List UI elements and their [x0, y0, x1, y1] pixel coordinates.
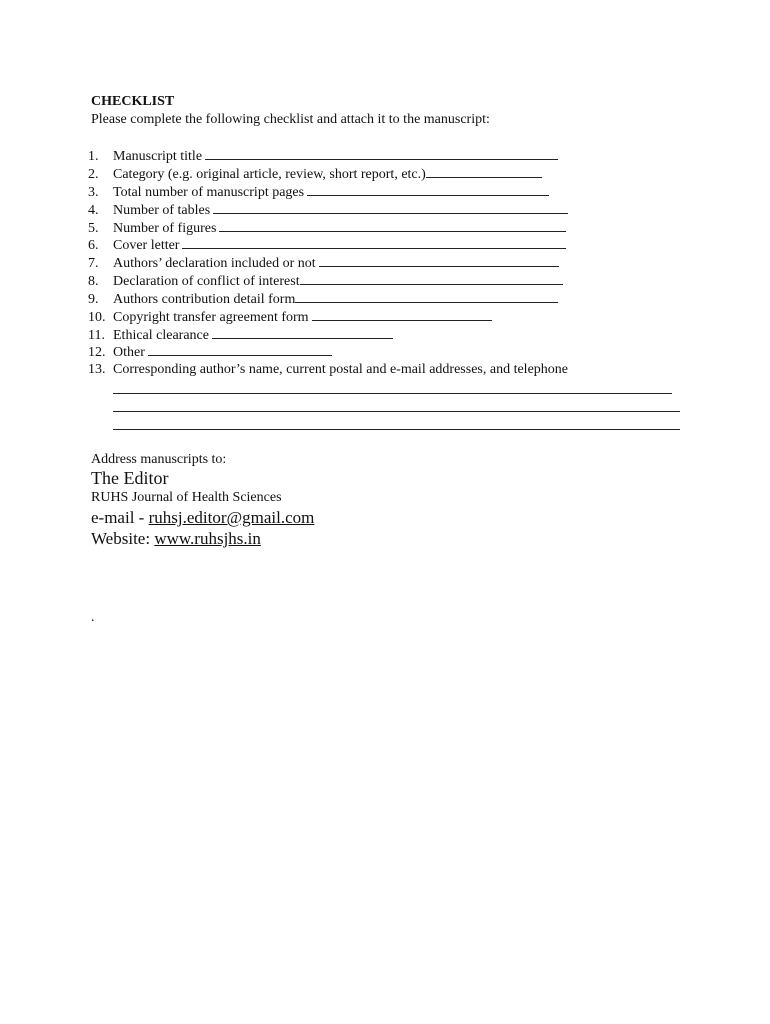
- item-label: Other: [113, 345, 145, 360]
- journal-name: RUHS Journal of Health Sciences: [91, 490, 282, 505]
- checklist-item-ethical-clearance: [88, 326, 393, 344]
- item-number: 9.: [88, 292, 99, 307]
- item-label: Number of figures: [113, 221, 217, 236]
- checklist-item-other: [88, 343, 332, 361]
- item-label: Total number of manuscript pages: [113, 185, 305, 200]
- item-label: Declaration of conflict of interest: [113, 274, 300, 289]
- item-number: 12.: [88, 345, 106, 360]
- checklist-item-conflict-of-interest: [88, 272, 563, 290]
- other-blank[interactable]: [148, 343, 332, 356]
- checklist-item-corresponding-author: [88, 362, 568, 378]
- corresponding-author-blank-3[interactable]: [113, 429, 680, 430]
- item-label: Ethical clearance: [113, 328, 209, 343]
- email-line: [91, 508, 314, 528]
- item-number: 13.: [88, 362, 106, 377]
- item-number: 11.: [88, 328, 105, 343]
- item-number: 2.: [88, 167, 99, 182]
- checklist-item-authors-declaration: [88, 254, 559, 272]
- checklist-item-contribution-form: [88, 290, 558, 308]
- authors-declaration-blank[interactable]: [319, 254, 559, 267]
- manuscript-title-blank[interactable]: [205, 147, 558, 160]
- item-number: 1.: [88, 149, 99, 164]
- checklist-item-copyright-form: [88, 308, 492, 326]
- item-label: Cover letter: [113, 238, 180, 253]
- item-label: Number of tables: [113, 203, 211, 218]
- ethical-clearance-blank[interactable]: [212, 326, 393, 339]
- item-label: Category (e.g. original article, review, short report, etc.): [113, 167, 426, 182]
- checklist-item-number-of-tables: [88, 201, 568, 219]
- email-link[interactable]: ruhsj.editor@gmail.com: [148, 508, 315, 527]
- number-of-figures-blank[interactable]: [219, 219, 566, 232]
- contribution-form-blank[interactable]: [295, 290, 558, 303]
- website-link[interactable]: www.ruhsjhs.in: [154, 529, 261, 548]
- email-prefix: e-mail -: [91, 508, 149, 527]
- corresponding-author-blank-2[interactable]: [113, 411, 680, 412]
- item-number: 3.: [88, 185, 99, 200]
- item-label: Copyright transfer agreement form: [113, 310, 309, 325]
- checklist-item-number-of-figures: [88, 219, 566, 237]
- item-number: 10.: [88, 310, 106, 325]
- checklist-heading: CHECKLIST: [91, 94, 175, 109]
- item-number: 4.: [88, 203, 99, 218]
- website-prefix: Website:: [91, 529, 155, 548]
- address-label: Address manuscripts to:: [91, 452, 227, 467]
- editor-title: The Editor: [91, 468, 169, 488]
- item-label: Corresponding author’s name, current postal and e-mail addresses, and telephone: [113, 362, 568, 377]
- number-of-tables-blank[interactable]: [213, 201, 568, 214]
- item-number: 6.: [88, 238, 99, 253]
- total-pages-blank[interactable]: [307, 183, 549, 196]
- cover-letter-blank[interactable]: [182, 236, 566, 249]
- checklist-item-cover-letter: [88, 236, 566, 254]
- copyright-form-blank[interactable]: [312, 308, 492, 321]
- item-number: 7.: [88, 256, 99, 271]
- item-label: Authors contribution detail form: [113, 292, 296, 307]
- item-number: 5.: [88, 221, 99, 236]
- checklist-item-category: [88, 165, 542, 183]
- checklist-instructions: Please complete the following checklist and attach it to the manuscript:: [91, 112, 490, 127]
- checklist-item-total-pages: [88, 183, 549, 201]
- website-line: [91, 529, 261, 549]
- corresponding-author-blank-1[interactable]: [113, 393, 672, 394]
- item-label: Authors’ declaration included or not: [113, 256, 316, 271]
- category-blank[interactable]: [426, 165, 542, 178]
- item-number: 8.: [88, 274, 99, 289]
- item-label: Manuscript title: [113, 149, 203, 164]
- stray-mark: .: [91, 610, 95, 625]
- checklist-item-manuscript-title: [88, 147, 558, 165]
- conflict-of-interest-blank[interactable]: [300, 272, 563, 285]
